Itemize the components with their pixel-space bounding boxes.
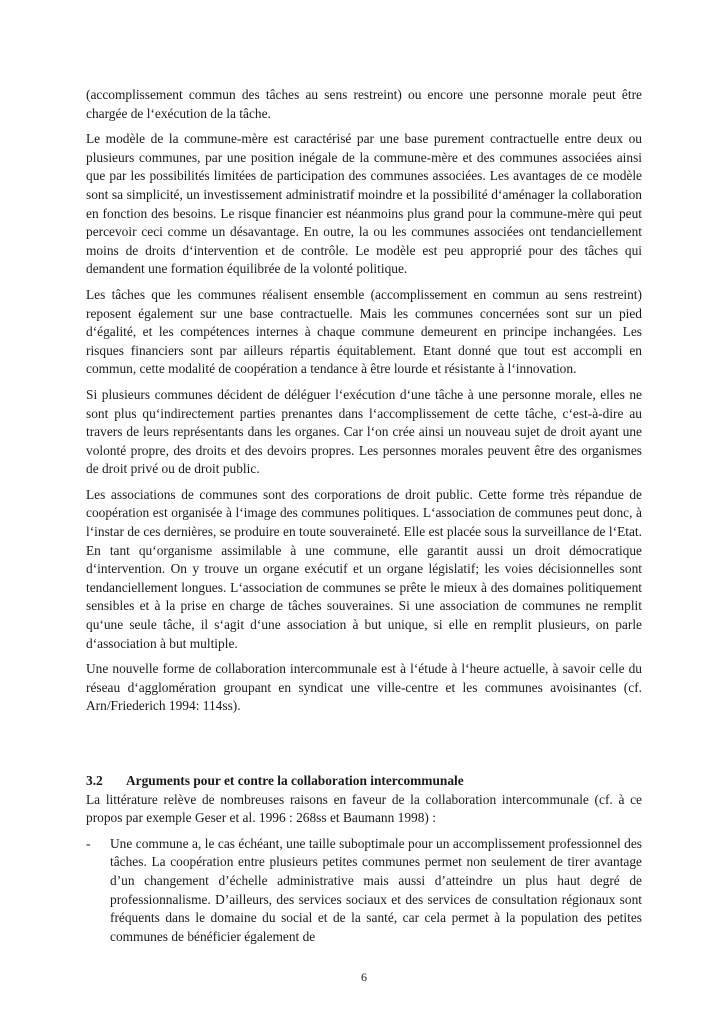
- paragraph-3: Les tâches que les communes réalisent ensemble (accomplissement en commun au sens restreint) reposent également sur une base contractuelle. Mais les communes concernées sont sur un pied d‘égalité, et les compétences internes à chaque commune demeurent en principe inchangées. Les risques financiers sont par ailleurs répartis équitablement. Etant donné que tout est accompli en commun, cette modalité de coopération a tendance à être lourde et résistante à l‘innovation.: [86, 286, 642, 377]
- paragraph-4: Si plusieurs communes décident de déléguer l‘exécution d‘une tâche à une personne morale, elles ne sont plus qu‘indirectement parties prenantes dans l‘accomplissement de cette tâche, c‘est-à-dire au travers de leurs représentants dans les organes. Car l‘on crée ainsi un nouveau sujet de droit ayant une volonté propre, des droits et des devoirs propres. Les personnes morales peuvent être des organismes de droit privé ou de droit public.: [86, 386, 642, 477]
- section-heading: [86, 772, 642, 791]
- section-number: 3.2: [86, 773, 103, 788]
- bullet-text: Une commune a, le cas échéant, une taille suboptimale pour un accomplissement professionnel des tâches. La coopération entre plusieurs petites communes permet non seulement de tirer avantage d’un changement d’échelle administrative mais aussi d’atteindre un plus haut degré de professionnalisme. D’ailleurs, des services sociaux et des services de consultation régionaux sont fréquents dans le domaine du social et de la santé, car cela permet à la population des petites communes de bénéficier également de: [110, 835, 642, 944]
- paragraph-5: Les associations de communes sont des corporations de droit public. Cette forme très répandue de coopération est organisée à l‘image des communes politiques. L‘association de communes peut donc, à l‘instar de ces dernières, se produire en toute souveraineté. Elle est placée sous la surveillance de l‘Etat. En tant qu‘organisme assimilable à une commune, elle garantit aussi un droit démocratique d‘intervention. On y trouve un organe exécutif et un organe législatif; les voies décisionnelles sont tendanciellement longues. L‘association de communes se prête le mieux à des domaines politiquement sensibles et à la prise en charge de tâches souveraines. Si une association de communes ne remplit qu‘une seule tâche, il s‘agit d‘une association à but unique, si elle en remplit plusieurs, on parle d‘association à but multiple.: [86, 486, 642, 651]
- bullet-marker: -: [86, 835, 91, 851]
- paragraph-2: Le modèle de la commune-mère est caractérisé par une base purement contractuelle entre deux ou plusieurs communes, par une position inégale de la commune-mère et des communes associées ainsi que par les possibilités limitées de participation des communes associées. Les avantages de ce modèle sont sa simplicité, un investissement administratif moindre et la possibilité d‘aménager la collaboration en fonction des besoins. Le risque financier est néanmoins plus grand pour la commune-mère qui peut percevoir ceci comme un désavantage. En outre, la ou les communes associées ont tendanciellement moins de droits d‘intervention et de contrôle. Le modèle est peu approprié pour des tâches qui demandent une formation équilibrée de la volonté politique.: [86, 131, 642, 277]
- section-title: Arguments pour et contre la collaboration intercommunale: [126, 773, 464, 788]
- page-number: 6: [361, 970, 367, 984]
- paragraph-6: Une nouvelle forme de collaboration intercommunale est à l‘étude à l‘heure actuelle, à savoir celle du réseau d‘agglomération groupant en syndicat une ville-centre et les communes avoisinantes (cf. Arn/Friederich 1994: 114ss).: [86, 661, 642, 714]
- page-body: [86, 86, 642, 946]
- list-item: [86, 835, 642, 947]
- section-intro: La littérature relève de nombreuses raisons en faveur de la collaboration intercommunale (cf. à ce propos par exemple Geser et al. 1996 : 268ss et Baumann 1998) :: [86, 791, 642, 826]
- paragraph-1: (accomplissement commun des tâches au sens restreint) ou encore une personne morale peut être chargée de l‘exécution de la tâche.: [86, 87, 642, 121]
